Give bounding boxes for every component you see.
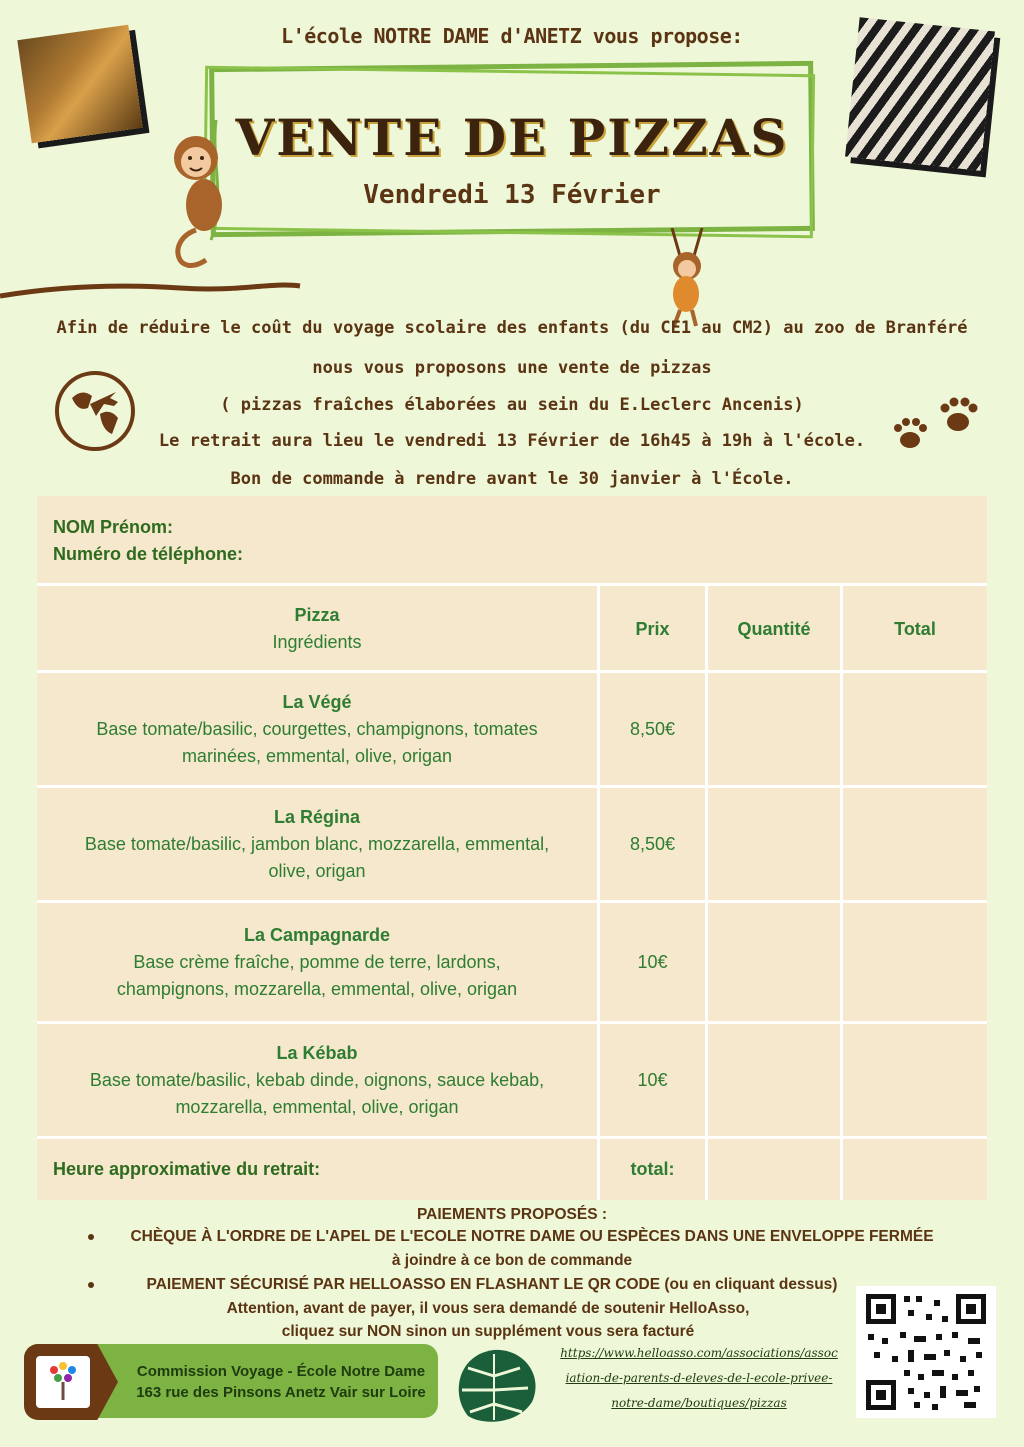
pizza-ingredients: marinées, emmental, olive, origan — [181, 746, 453, 766]
payment-helloasso-note: Attention, avant de payer, il vous sera demandé de soutenir HelloAsso, — [226, 1300, 750, 1317]
pizza-price: 8,50€ — [629, 834, 676, 854]
school-logo — [36, 1356, 90, 1408]
pizza-ingredients: mozzarella, emmental, olive, origan — [175, 1097, 459, 1117]
pizza-name: La Végé — [282, 692, 352, 712]
pizza-ingredients: Base crème fraîche, pomme de terre, lardons, — [133, 952, 501, 972]
helloasso-link-2[interactable]: iation-de-parents-d-eleves-de-l-ecole-privee- — [565, 1371, 833, 1385]
monkey-illustration — [156, 120, 246, 280]
pizza-price: 8,50€ — [629, 719, 676, 739]
helloasso-link-1[interactable]: https://www.helloasso.com/associations/assoc — [560, 1346, 838, 1360]
pizza-ingredients: champignons, mozzarella, emmental, olive, origan — [116, 979, 518, 999]
col-quantity-header: Quantité — [737, 619, 811, 639]
helloasso-link-3[interactable]: notre-dame/boutiques/pizzas — [611, 1396, 787, 1410]
pizza-name: La Campagnarde — [243, 925, 391, 945]
col-price-header: Prix — [635, 619, 670, 639]
footer-line-2: 163 rue des Pinsons Anetz Vair sur Loire — [136, 1384, 426, 1401]
event-date: Vendredi 13 Février — [363, 180, 661, 210]
info-line-4: Le retrait aura lieu le vendredi 13 Février de 16h45 à 19h à l'école. — [158, 431, 866, 451]
info-line-1: Afin de réduire le coût du voyage scolaire des enfants (du CE1 au CM2) au zoo de Branféré — [56, 318, 968, 338]
pizza-ingredients: Base tomate/basilic, courgettes, champignons, tomates — [96, 719, 538, 739]
col-ingredients-header: Ingrédients — [272, 632, 362, 652]
pickup-time-label: Heure approximative du retrait: — [53, 1159, 321, 1179]
payment-cheque-note: à joindre à ce bon de commande — [391, 1252, 633, 1269]
hanging-monkey-illustration — [652, 228, 722, 328]
pizza-ingredients: Base tomate/basilic, jambon blanc, mozzarella, emmental, — [84, 834, 550, 854]
grand-total-label: total: — [630, 1159, 675, 1179]
info-line-2: nous vous proposons une vente de pizzas — [312, 358, 712, 378]
vine-line — [0, 276, 310, 306]
payment-helloasso-warning: cliquez sur NON sinon un supplément vous sera facturé — [281, 1323, 695, 1340]
col-pizza-header: Pizza — [294, 605, 340, 625]
payment-helloasso: PAIEMENT SÉCURISÉ PAR HELLOASSO EN FLASHANT LE QR CODE (ou en cliquant dessus) — [146, 1276, 838, 1293]
col-total-header: Total — [894, 619, 936, 639]
order-form — [37, 496, 987, 1200]
name-label: NOM Prénom: — [53, 517, 174, 537]
pizza-ingredients: olive, origan — [268, 861, 366, 881]
qr-code[interactable] — [856, 1286, 996, 1418]
main-title: VENTE DE PIZZAS — [235, 108, 789, 167]
info-line-5: Bon de commande à rendre avant le 30 janvier à l'École. — [230, 469, 794, 489]
pizza-name: La Kébab — [276, 1043, 358, 1063]
monstera-leaf-icon — [448, 1346, 540, 1426]
phone-label: Numéro de téléphone: — [53, 544, 244, 564]
pizza-ingredients: Base tomate/basilic, kebab dinde, oignons, sauce kebab, — [89, 1070, 545, 1090]
payment-cheque: CHÈQUE À L'ORDRE DE L'APEL DE L'ECOLE NOTRE DAME OU ESPÈCES DANS UNE ENVELOPPE FERMÉE — [130, 1228, 934, 1245]
info-line-3: ( pizzas fraîches élaborées au sein du E.Leclerc Ancenis) — [220, 395, 804, 415]
pizza-name: La Régina — [273, 807, 361, 827]
intro-text: L'école NOTRE DAME d'ANETZ vous propose: — [281, 24, 743, 48]
pizza-price: 10€ — [637, 952, 668, 972]
pizza-price: 10€ — [637, 1070, 668, 1090]
payments-title: PAIEMENTS PROPOSÉS : — [416, 1206, 608, 1223]
footer-line-1: Commission Voyage - École Notre Dame — [136, 1363, 426, 1380]
